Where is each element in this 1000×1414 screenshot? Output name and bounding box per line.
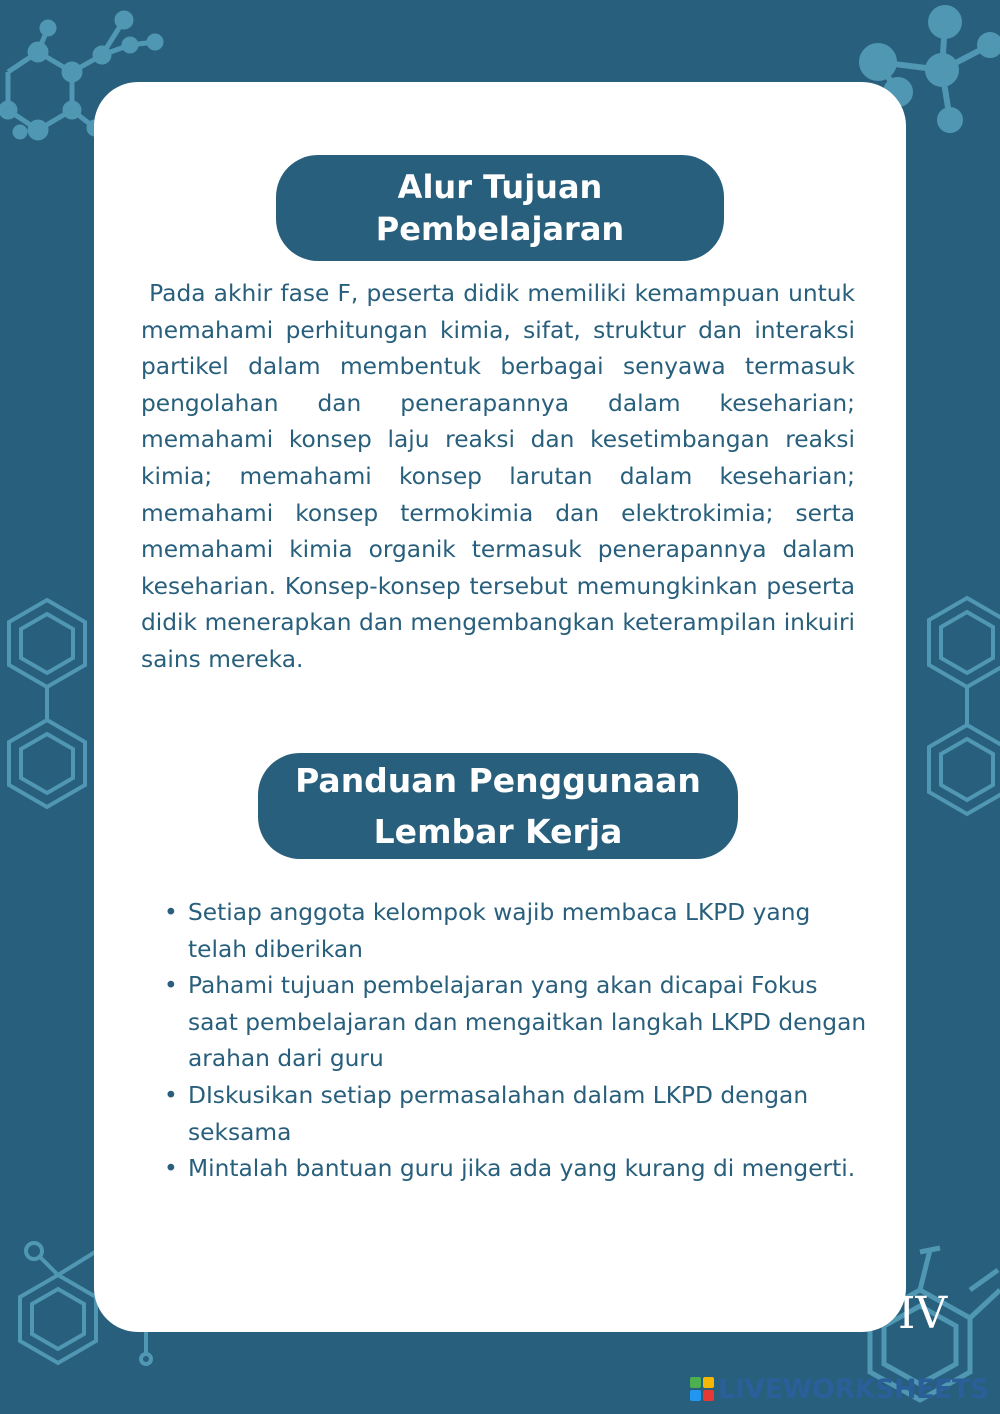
benzene-left-decoration: [0, 590, 100, 820]
bullet-icon: •: [164, 1155, 178, 1183]
bullet-icon: •: [164, 972, 178, 1000]
watermark-text: LIVEWORKSHEETS: [718, 1373, 989, 1405]
list-item: • Pahami tujuan pembelajaran yang akan dicapai Fokus saat pembelajaran dan mengaitkan langkah LKPD dengan arahan dari guru: [188, 968, 868, 1078]
worksheet-guide-heading-line2: Lembar Kerja: [373, 812, 623, 851]
liveworksheets-logo-icon: [690, 1377, 714, 1401]
content-card: [94, 82, 906, 1332]
liveworksheets-watermark: [690, 1374, 989, 1404]
worksheet-guide-heading: [258, 753, 738, 859]
list-item: • Setiap anggota kelompok wajib membaca LKPD yang telah diberikan: [188, 895, 868, 968]
benzene-right-decoration: [905, 590, 1000, 830]
worksheet-guide-list: [164, 895, 868, 1188]
bullet-icon: •: [164, 1081, 178, 1109]
bullet-icon: •: [164, 899, 178, 926]
learning-goals-heading: [276, 155, 724, 261]
worksheet-guide-heading-line1: Panduan Penggunaan: [295, 761, 701, 800]
list-item: • Mintalah bantuan guru jika ada yang kurang di mengerti.: [188, 1151, 868, 1188]
list-item: • DIskusikan setiap permasalahan dalam LKPD dengan seksama: [188, 1078, 868, 1151]
learning-goals-heading-line1: Alur Tujuan: [397, 168, 603, 206]
learning-goals-paragraph: Pada akhir fase F, peserta didik memiliki kemampuan untuk memahami perhitungan kimia, sifat, struktur dan interaksi partikel dalam membentuk berbagai senyawa termasuk pengolahan dan penerapannya dalam keseharian; memahami konsep laju reaksi dan kesetimbangan reaksi kimia; memahami konsep larutan dalam keseharian; memahami konsep termokimia dan elektrokimia; serta memahami kimia organik termasuk penerapannya dalam keseharian. Konsep-konsep tersebut memungkinkan peserta didik menerapkan dan mengembangkan keterampilan inkuiri sains mereka.: [141, 280, 856, 673]
page-number: IV: [898, 1288, 948, 1339]
learning-goals-heading-line2: Pembelajaran: [375, 210, 625, 248]
